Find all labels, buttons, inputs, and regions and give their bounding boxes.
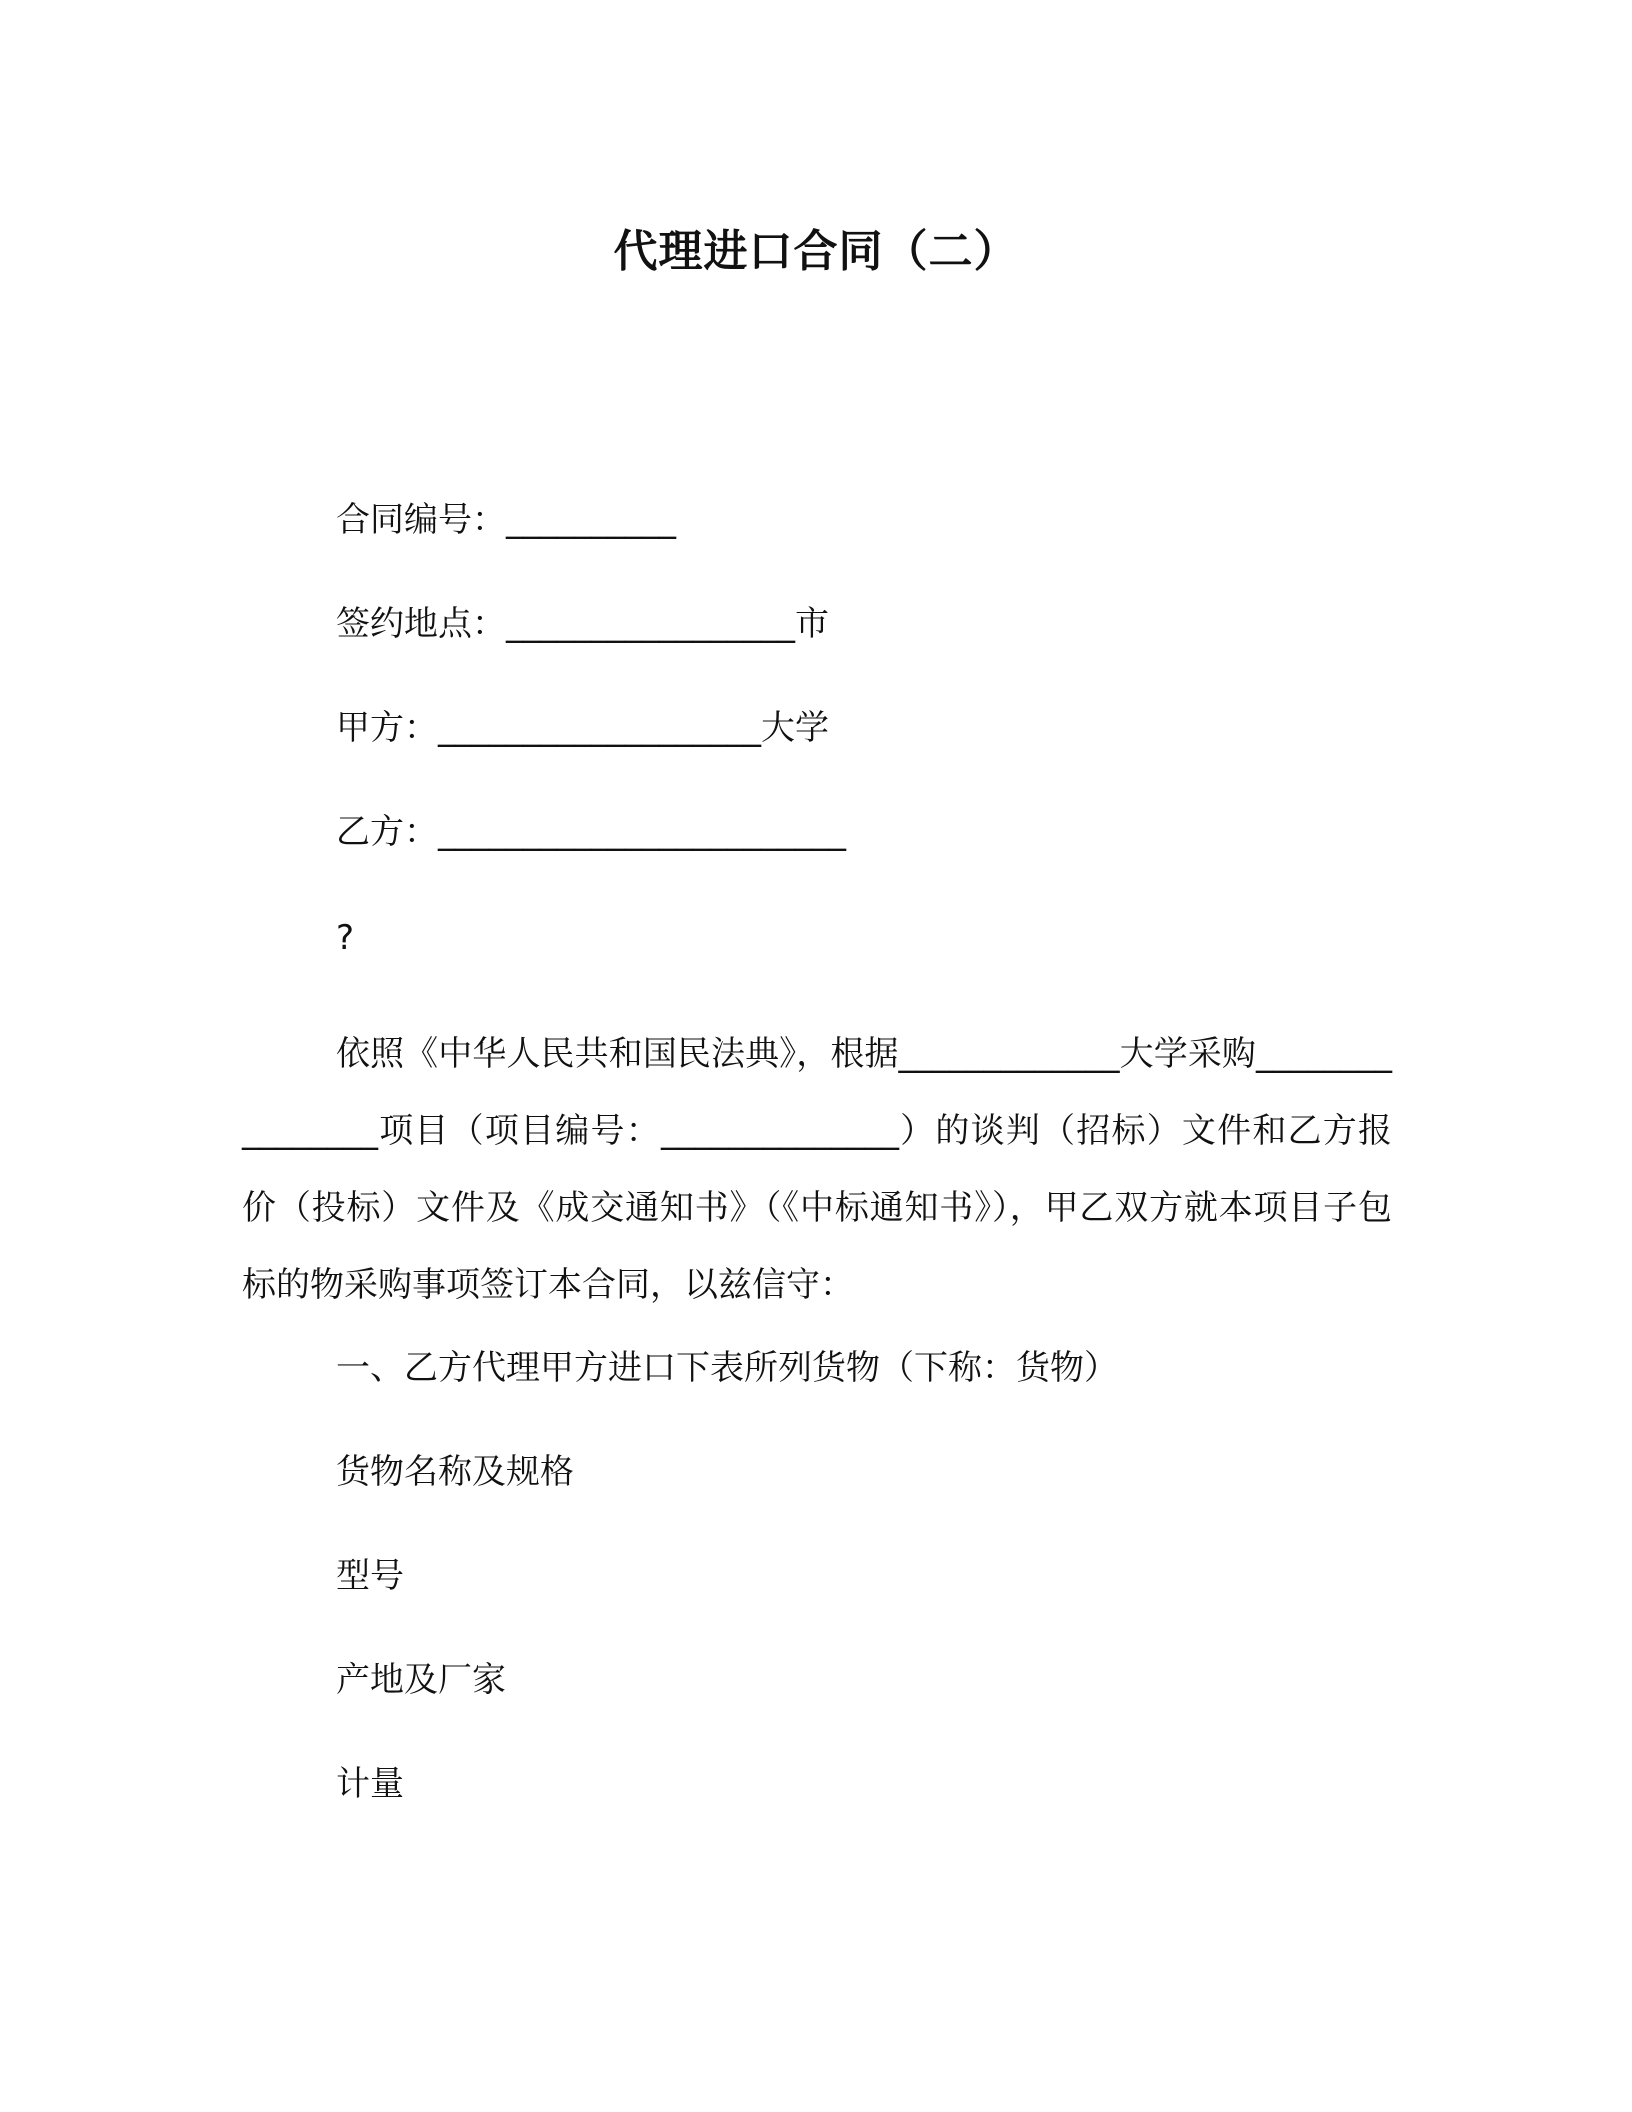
- document-title: 代理进口合同（二）: [613, 226, 1019, 277]
- item-origin: 产地及厂家: [336, 1660, 506, 1700]
- item-goods-name: 货物名称及规格: [336, 1452, 574, 1492]
- signing-place-field: 签约地点：_________________市: [336, 604, 829, 644]
- preamble-paragraph: 依照《中华人民共和国民法典》，根据_____________大学采购________________项目（项目编号：______________）的谈判（招标）文件和乙方报价（投标）文件及《成交通知书》（《中标通知书》），甲乙双方就本项目子包标的物采购事项签订本合同，以兹信守：: [242, 1034, 1392, 1305]
- item-model: 型号: [336, 1556, 404, 1596]
- item-quantity: 计量: [336, 1764, 404, 1804]
- party-a-field: 甲方：___________________大学: [336, 708, 829, 748]
- contract-number-field: 合同编号：__________: [336, 500, 676, 540]
- section-1-heading: 一、乙方代理甲方进口下表所列货物（下称：货物）: [336, 1348, 1118, 1388]
- party-b-field: 乙方：________________________: [336, 812, 846, 852]
- question-mark: ?: [336, 918, 355, 958]
